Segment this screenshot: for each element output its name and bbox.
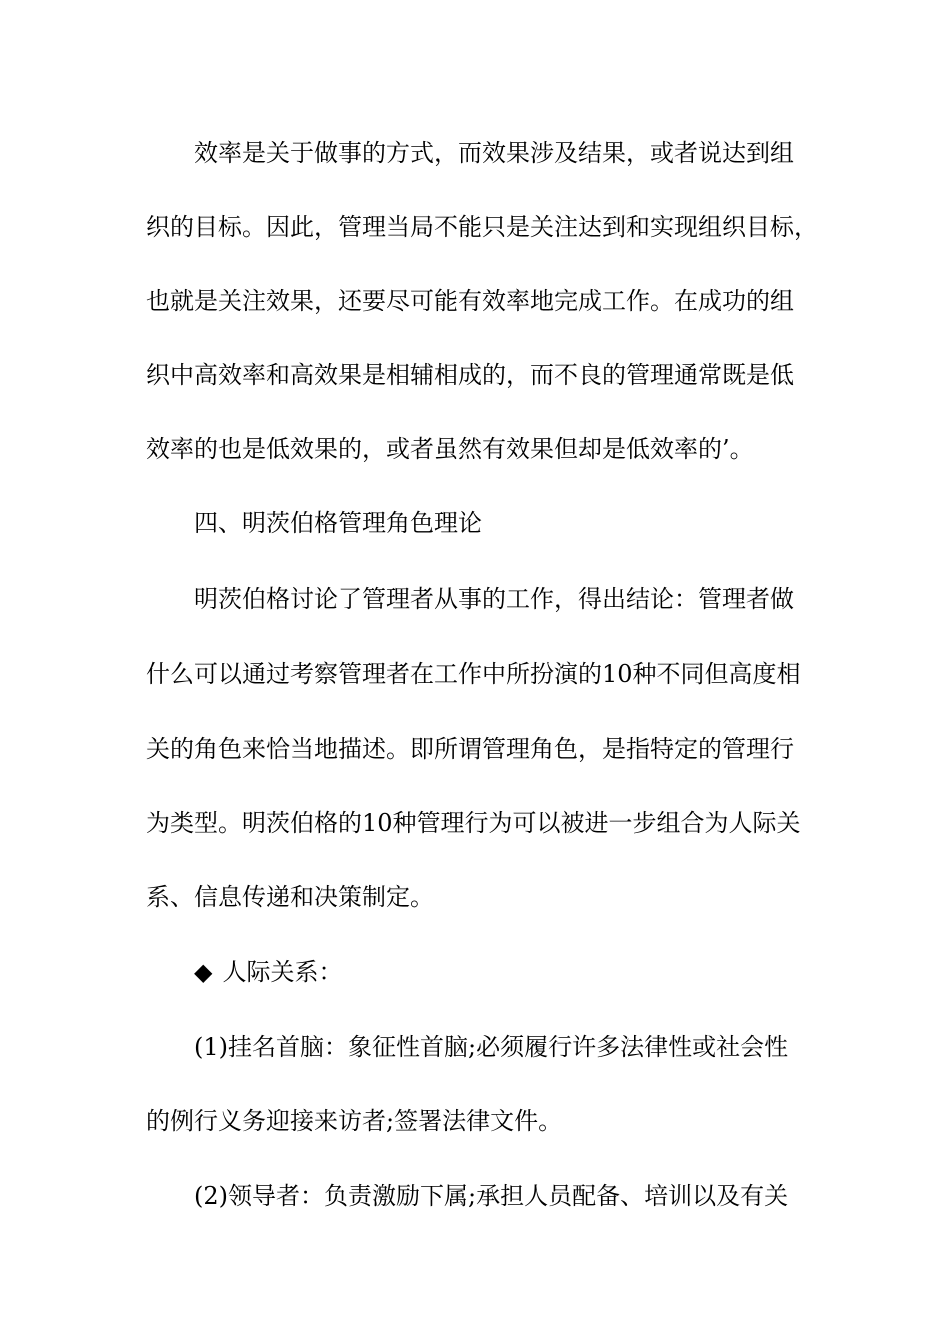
- item-1-line-1: (1)挂名首脑：象征性首脑;必须履行许多法律性或社会性: [194, 1033, 789, 1061]
- paragraph-1-line-3: 也就是关注效果，还要尽可能有效率地完成工作。在成功的组: [146, 287, 794, 315]
- paragraph-1-line-2: 织的目标。因此，管理当局不能只是关注达到和实现组织目标，: [146, 213, 818, 241]
- bullet-heading: [194, 956, 342, 988]
- paragraph-2-line-3: 关的角色来恰当地描述。即所谓管理角色，是指特定的管理行: [146, 735, 794, 763]
- paragraph-1-line-1: 效率是关于做事的方式，而效果涉及结果，或者说达到组: [194, 139, 794, 167]
- paragraph-2-line-5: 系、信息传递和决策制定。: [146, 883, 434, 911]
- paragraph-2-line-2: 什么可以通过考察管理者在工作中所扮演的10种不同但高度相: [146, 660, 801, 688]
- diamond-bullet-icon: ◆: [194, 958, 213, 986]
- item-2-line-1: (2)领导者：负责激励下属;承担人员配备、培训以及有关: [194, 1182, 789, 1210]
- paragraph-1-line-5: 效率的也是低效果的，或者虽然有效果但却是低效率的’。: [146, 435, 754, 463]
- paragraph-1-line-4: 织中高效率和高效果是相辅相成的，而不良的管理通常既是低: [146, 361, 794, 389]
- section-heading: 四、明茨伯格管理角色理论: [194, 509, 482, 537]
- bullet-heading-text: 人际关系：: [222, 958, 343, 986]
- paragraph-2-line-4: 为类型。明茨伯格的10种管理行为可以被进一步组合为人际关: [146, 809, 801, 837]
- paragraph-2-line-1: 明茨伯格讨论了管理者从事的工作，得出结论：管理者做: [194, 585, 794, 613]
- item-1-line-2: 的例行义务迎接来访者;签署法律文件。: [146, 1107, 563, 1135]
